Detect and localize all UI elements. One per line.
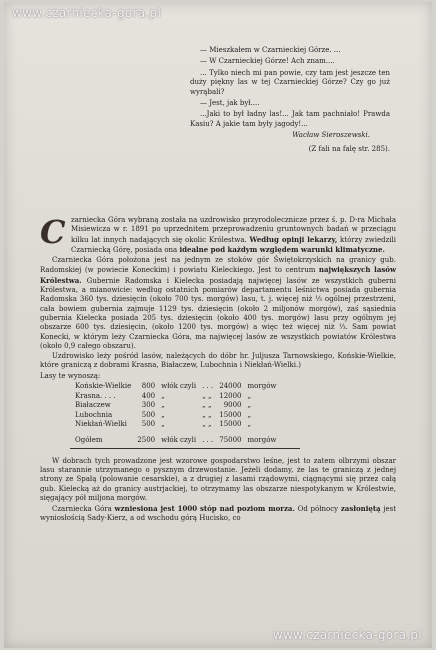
row-unit2: „ [247, 420, 252, 429]
row-dots: „ „ [202, 410, 212, 419]
row-dots: „ „ [202, 401, 212, 410]
article-body [40, 213, 397, 525]
intro-paragraph [40, 213, 396, 255]
row-name: Białaczew [75, 401, 111, 410]
table-divider [70, 448, 300, 449]
estates-paragraph: Uzdrowisko leży pośród lasów, należących do dóbr hr. Juljusza Tarnowskiego, Końskie-Wielkie, które graniczą z dobrami Krasna, Białaczew, Lubochnia i Niekłań-Wielki.) [40, 352, 396, 370]
altitude-text: Czarniecka Góra [52, 505, 112, 514]
watermark-top: www.czarniecka-gora.pl [12, 6, 162, 20]
intro-text-tail: którzy zwiedzili Czarniecką Górę, posiada ona [71, 235, 396, 254]
row-unit: „ [161, 391, 165, 400]
table-title: Lasy te wynoszą: [40, 371, 101, 380]
row-unit: włók czyli [161, 382, 197, 391]
row-unit: „ [161, 420, 165, 429]
row-unit2: morgów [247, 382, 277, 391]
intro-emphasis-2: idealne pod każdym względem warunki klimatyczne. [179, 244, 385, 254]
quote-line: ...Jaki to był ładny las!... Jak tam pachniało! Prawda Kasiu? A jakie tam były jagody!... [190, 110, 390, 128]
row-wlok: 300 [141, 401, 156, 410]
row-wlok: 500 [141, 420, 156, 429]
total-unit: włók czyli [161, 436, 197, 445]
row-unit: „ [161, 401, 165, 410]
table-total-row [72, 430, 279, 446]
row-wlok: 800 [141, 382, 156, 391]
management-paragraph: W dobrach tych prowadzone jest wzorowe gospodarstwo leśne, jest to zatem olbrzymi obszar lasu starannie utrzymanego o pysznym drzewostanie. Jeżeli dodamy, że las te graniczą z jednej strony ze Spałą (polowanie cesarskie), a z drugiej z lasami rządowymi, ciągnącymi się przez całą gub. Kielecką aż do granicy austrjackiej, to otrzymamy las obszarze niespotykanym w Królestwie, sięgający pół miljona morgów. [40, 456, 396, 502]
altitude-text-end: jest wyniosłością Sady-Kierz, a od wschodu górą Hucisko, co [40, 505, 397, 523]
total-name: Ogółem [75, 436, 103, 445]
location-text-cont: Gubernie Radomska i Kielecka posiadają najwięcej lasów ze wszystkich guberni Królestwa, a mianowicie: według ostatnich pomiarów departamentu leśnictwa posiada gubernia Radomska 360 tys. dziesięcin (około 700 tys. morgów) lasu, t. j. więcej niż ⅓ ogólnej przestrzeni, cała bowiem gubernia zajmuje 1129 tys. dziesięcin (około 2 miljonów morgów), zaś sąsiednia gubernia Kielecka posiada 205 tys. dziesięcin (około 400 tys. morgów) lasu przy ogólnym jej obszarze 600 tys. dziesięcin, (około 1200 tys. morgów) a więc też więcej niż ⅓. Sam powiat Konecki, w którym leży Czarniecka Góra, ma najwięcej lasów ze wszystkich powiatów Królestwa (około 0,9 całego obszaru). [40, 276, 396, 350]
row-name: Krasna. . . . [75, 391, 116, 400]
row-morgi: 24000 [219, 382, 242, 391]
row-morgi: 12000 [219, 391, 242, 400]
total-dots: . . . [202, 436, 214, 445]
altitude-paragraph [40, 504, 396, 524]
quote-source: (Z fali na falę str. 285). [308, 144, 390, 153]
row-dots: „ „ [202, 420, 212, 429]
quote-line: ... Tylko niech mi pan powie, czy tam jest jeszcze ten duży piękny las w tej Czarnieckiej Górze? Czy go już wyrąbali? [190, 68, 390, 96]
epigraph-quote [190, 46, 390, 154]
table-row [72, 420, 279, 430]
quote-line: — Jest, jak był.... [200, 99, 260, 108]
location-text: Czarniecka Góra położona jest na jednym ze stoków gór Świętokrzyskich na granicy gub. Radomskiej (w powiecie Koneckim) i powiatu Kieleckiego. Jest to centrum [40, 256, 396, 275]
row-unit2: „ [247, 401, 252, 410]
row-dots: „ „ [202, 391, 212, 400]
row-name: Niekłań-Wielki [75, 420, 127, 429]
row-name: Lubochnia [75, 410, 113, 419]
table-row [72, 392, 279, 402]
watermark-bottom: www.czarniecka-gora.pl [272, 628, 422, 642]
row-morgi: 15000 [219, 410, 242, 419]
row-morgi: 9000 [223, 401, 242, 410]
total-wlok: 2500 [137, 436, 156, 445]
quote-signature: Wacław Sieroszewski. [292, 131, 370, 140]
altitude-text-mid: Od północy [297, 505, 339, 514]
forest-table [72, 382, 279, 446]
row-unit2: „ [247, 391, 252, 400]
altitude-emphasis: wzniesiona jest 1000 stóp nad poziom morza. [114, 504, 295, 514]
intro-emphasis: Według opinji lekarzy, [249, 234, 338, 244]
row-wlok: 400 [141, 391, 156, 400]
row-morgi: 15000 [219, 420, 242, 429]
total-morgi: 75000 [219, 436, 242, 445]
total-unit2: morgów [247, 436, 277, 445]
table-row [72, 401, 279, 411]
altitude-emphasis-2: zasłoniętą [340, 504, 381, 514]
location-paragraph [40, 256, 396, 351]
scanned-page [4, 2, 432, 648]
row-unit2: „ [247, 410, 252, 419]
table-row [72, 382, 279, 392]
table-row [72, 411, 279, 421]
row-dots: . . . [202, 382, 214, 391]
row-unit: „ [161, 410, 165, 419]
row-wlok: 500 [141, 410, 156, 419]
quote-line: — Mieszkałem w Czarnieckiej Górze. ... [200, 46, 341, 54]
row-name: Końskie-Wielkie [75, 382, 132, 391]
location-emphasis: największych lasów Królestwa. [40, 265, 397, 285]
dropcap-letter: C [40, 213, 66, 251]
intro-text: zarniecka Góra wybraną została na uzdrowisko przyrodoleczniczе przez ś. p. D-ra Michała Misiewicza w r. 1891 po uprzednitem przeprowadzeniu gruntownych badań w przeciągu kilku lat innych nadających się okolic Królestwa. [71, 216, 396, 244]
quote-line: — W Czarnieckiej Górze! Ach znam.... [200, 57, 335, 66]
